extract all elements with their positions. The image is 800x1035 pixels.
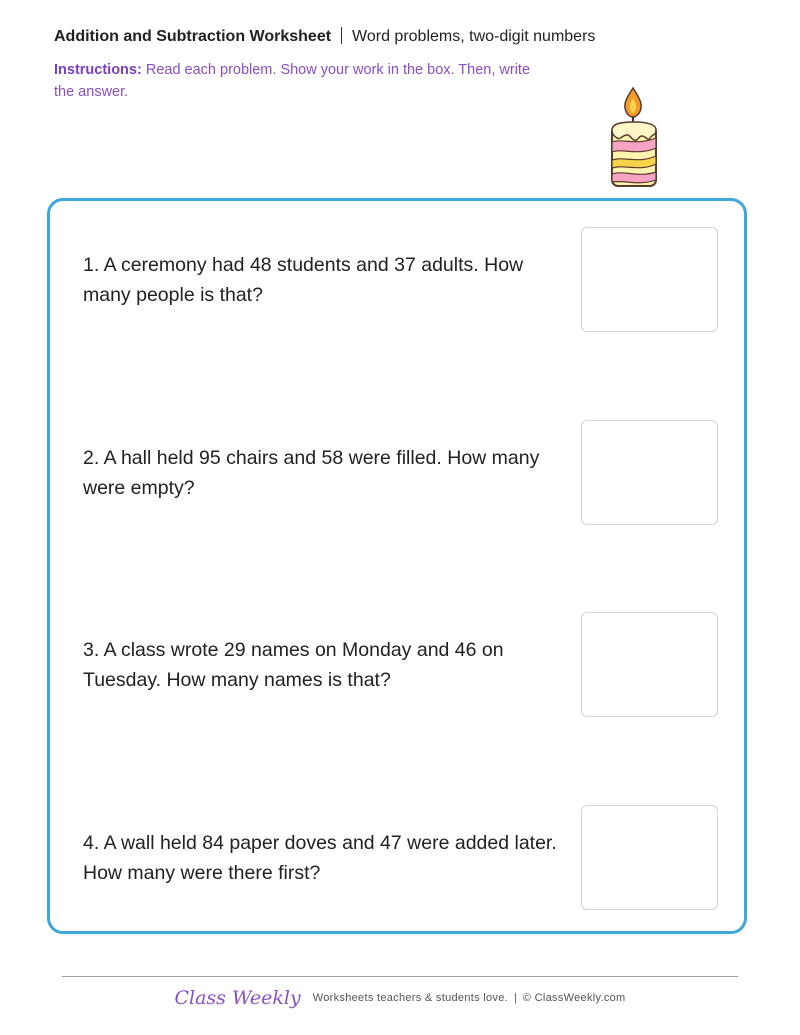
footer xyxy=(0,987,800,1009)
problem-1: 1. A ceremony had 48 students and 37 adults. How many people is that? xyxy=(83,254,524,306)
problem-3: 3. A class wrote 29 names on Monday and 46 on Tuesday. How many names is that? xyxy=(83,639,504,691)
instructions xyxy=(54,59,554,103)
footer-divider xyxy=(62,976,738,977)
candle-icon xyxy=(600,86,666,190)
brand-logo: Class Weekly xyxy=(174,987,301,1009)
problems-card xyxy=(47,198,747,934)
footer-separator: | xyxy=(514,992,517,1004)
worksheet-title: Addition and Subtraction Worksheet xyxy=(54,28,332,45)
footer-tagline: Worksheets teachers & students love. xyxy=(312,992,508,1004)
instructions-lead: Instructions: xyxy=(54,62,142,78)
header-divider xyxy=(341,27,342,44)
worksheet-subtitle: Word problems, two-digit numbers xyxy=(352,28,596,45)
answer-box-2[interactable] xyxy=(581,420,718,525)
problem-4: 4. A wall held 84 paper doves and 47 were added later. How many were there first? xyxy=(83,832,557,884)
problem-2: 2. A hall held 95 chairs and 58 were filled. How many were empty? xyxy=(83,447,540,499)
answer-box-1[interactable] xyxy=(581,227,718,332)
instructions-text: Read each problem. Show your work in the box. Then, write the answer. xyxy=(54,62,531,100)
answer-box-4[interactable] xyxy=(581,805,718,910)
footer-copyright: © ClassWeekly.com xyxy=(522,992,626,1004)
worksheet-header xyxy=(54,27,595,46)
answer-box-3[interactable] xyxy=(581,612,718,717)
